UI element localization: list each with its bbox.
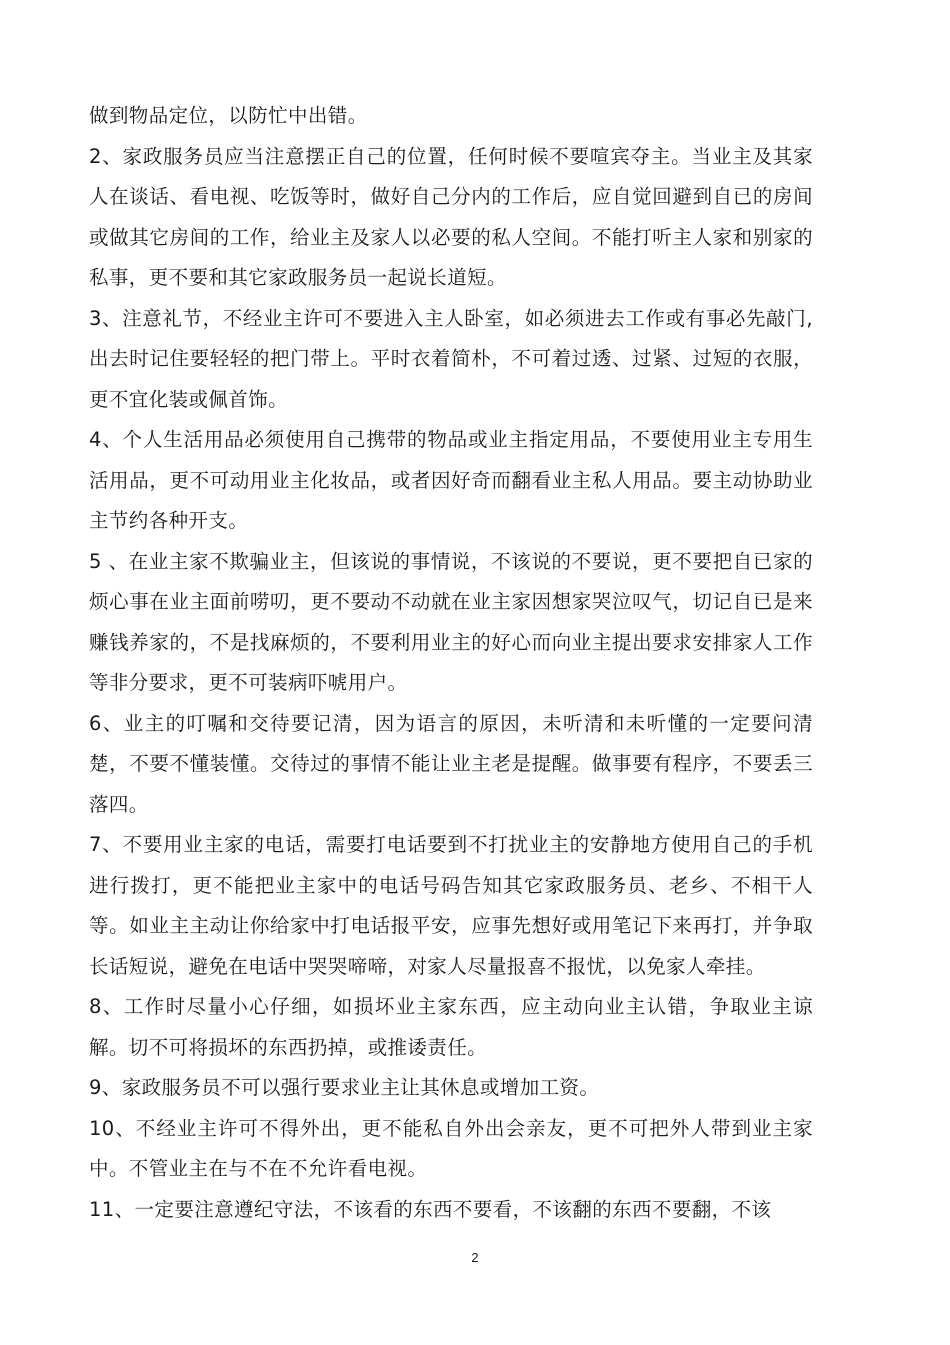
- paragraph-item-9: 9、家政服务员不可以强行要求业主让其休息或增加工资。: [89, 1076, 600, 1099]
- paragraph-item-3: 3、注意礼节，不经业主许可不要进入主人卧室，如必须进去工作或有事必先敲门, 出去时记住要轻轻的把门带上。平时衣着简朴，不可着过透、过紧、过短的衣服，更不宜化装或佩首饰。: [89, 306, 813, 411]
- document-body: [89, 96, 813, 1230]
- paragraph-item-5: 5 、在业主家不欺骗业主，但该说的事情说，不该说的不要说，更不要把自已家的烦心事在业主面前唠叨，更不要动不动就在业主家因想家哭泣叹气，切记自已是来赚钱养家的，不是找麻烦的，不要利用业主的好心而向业主提出要求安排家人工作等非分要求，更不可装病吓唬用户。: [89, 549, 813, 694]
- paragraph-item-10: 10、不经业主许可不得外出，更不能私自外出会亲友，更不可把外人带到业主家中。不管业主在与不在不允许看电视。: [89, 1116, 813, 1180]
- paragraph-item-11: 11、一定要注意遵纪守法，不该看的东西不要看，不该翻的东西不要翻，不该: [89, 1197, 772, 1221]
- page-number: 2: [471, 1250, 479, 1265]
- paragraph-continuation: 做到物品定位，以防忙中出错。: [89, 104, 368, 127]
- paragraph-item-8: 8、工作时尽量小心仔细，如损坏业主家东西，应主动向业主认错，争取业主谅解。切不可将损坏的东西扔掉，或推诿责任。: [89, 995, 813, 1059]
- paragraph-item-4: 4、个人生活用品必须使用自己携带的物品或业主指定用品，不要使用业主专用生活用品，更不可动用业主化妆品，或者因好奇而翻看业主私人用品。要主动协助业主节约各种开支。: [89, 428, 813, 532]
- paragraph-item-2: 2、家政服务员应当注意摆正自己的位置，任何时候不要喧宾夺主。当业主及其家人在谈话、看电视、吃饭等时，做好自己分内的工作后，应自觉回避到自已的房间或做其它房间的工作，给业主及家人以必要的私人空间。不能打听主人家和别家的私事，更不要和其它家政服务员一起说长道短。: [89, 144, 813, 289]
- paragraph-item-6: 6、业主的叮嘱和交待要记清，因为语言的原因，未听清和未听懂的一定要问清楚，不要不懂装懂。交待过的事情不能让业主老是提醒。做事要有程序，不要丢三落四。: [89, 711, 813, 816]
- paragraph-item-7: 7、不要用业主家的电话，需要打电话要到不打扰业主的安静地方使用自己的手机进行拨打，更不能把业主家中的电话号码告知其它家政服务员、老乡、不相干人等。如业主主动让你给家中打电话报平安，应事先想好或用笔记下来再打，并争取长话短说，避免在电话中哭哭啼啼，对家人尽量报喜不报忧，以免家人牵挂。: [89, 833, 813, 978]
